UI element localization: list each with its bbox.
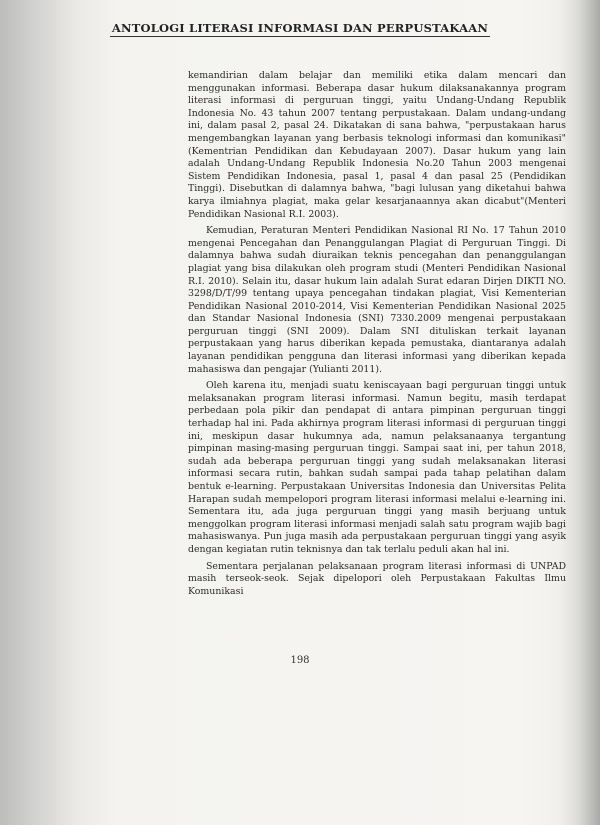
body-text: [188, 70, 566, 598]
paragraph: Sementara perjalanan pelaksanaan program literasi informasi di UNPAD masih terseok-seok. Sejak dipelopori oleh Perpustakaan Fakultas Ilmu Komunikasi: [188, 560, 566, 597]
paragraph: kemandirian dalam belajar dan memiliki etika dalam mencari dan menggunakan informasi. Beberapa dasar hukum dilaksanakannya program literasi informasi di perguruan tinggi, yaitu Undang-Undang Republik Indonesia No. 43 tahun 2007 tentang perpustakaan. Dalam undang-undang ini, dalam pasal 2, pasal 24. Dikatakan di sana bahwa, "perpustakaan harus mengembangkan layanan yang berbasis teknologi informasi dan komunikasi" (Kementrian Pendidikan dan Kebudayaan 2007). Dasar hukum yang lain adalah Undang-Undang Republik Indonesia No.20 Tahun 2003 mengenai Sistem Pendidikan Indonesia, pasal 1, pasal 4 dan pasal 25 (Pendidikan Tinggi). Disebutkan di dalamnya bahwa, "bagi lulusan yang diketahui bahwa karya ilmiahnya plagiat, maka gelar kesarjanaannya akan dicabut"(Menteri Pendidikan Nasional R.I. 2003).: [188, 70, 566, 220]
paragraph: Kemudian, Peraturan Menteri Pendidikan Nasional RI No. 17 Tahun 2010 mengenai Pencegahan dan Penanggulangan Plagiat di Perguruan Tinggi. Di dalamnya bahwa sudah diuraikan teknis pencegahan dan penanggulangan plagiat yang bisa dilakukan oleh program studi (Menteri Pendidikan Nasional R.I. 2010). Selain itu, dasar hukum lain adalah Surat edaran Dirjen DIKTI NO. 3298/D/T/99 tentang upaya pencegahan tindakan plagiat, Visi Kementerian Pendidikan Nasional 2010-2014, Visi Kementerian Pendidikan Nasional 2025 dan Standar Nasional Indonesia (SNI) 7330.2009 mengenai perpustakaan perguruan tinggi (SNI 2009). Dalam SNI dituliskan terkait layanan perpustakaan yang harus diberikan kepada pemustaka, diantaranya adalah layanan pendidikan pengguna dan literasi informasi yang diberikan kepada mahasiswa dan pengajar (Yulianti 2011).: [188, 225, 566, 375]
page-number: 198: [290, 655, 310, 666]
running-header: [0, 21, 600, 35]
running-header-title: ANTOLOGI LITERASI INFORMASI DAN PERPUSTAKAAN: [111, 21, 489, 35]
paragraph: Oleh karena itu, menjadi suatu keniscayaan bagi perguruan tinggi untuk melaksanakan program literasi informasi. Namun begitu, masih terdapat perbedaan pola pikir dan pendapat di antara pimpinan perguruan tinggi terhadap hal ini. Pada akhirnya program literasi informasi di perguruan tinggi ini, meskipun dasar hukumnya ada, namun pelaksanaanya tergantung pimpinan masing-masing perguruan tinggi. Sampai saat ini, per tahun 2018, sudah ada beberapa perguruan tinggi yang sudah melaksanakan literasi informasi secara rutin, bahkan sudah sampai pada tahap pelatihan dalam bentuk e-learning. Perpustakaan Universitas Indonesia dan Universitas Pelita Harapan sudah mempelopori program literasi informasi melalui e-learning ini. Sementara itu, ada juga perguruan tinggi yang masih berjuang untuk menggolkan program literasi informasi menjadi salah satu program wajib bagi mahasiswanya. Pun juga masih ada perpustakaan perguruan tinggi yang asyik dengan kegiatan rutin teknisnya dan tak terlalu peduli akan hal ini.: [188, 380, 566, 555]
